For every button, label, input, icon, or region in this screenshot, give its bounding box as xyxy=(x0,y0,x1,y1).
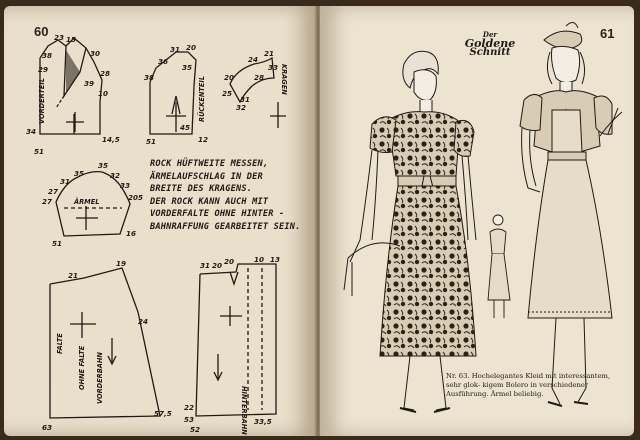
measure-skirtb-9: 33,5 xyxy=(254,417,272,426)
instruction-line: BREITE DES KRAGENS. xyxy=(150,184,253,195)
measure-front-11: 51 xyxy=(34,147,45,156)
measure-skirtf-4: 63 xyxy=(42,423,53,432)
instruction-line: ROCK HÜFTWEITE MESSEN, xyxy=(150,159,269,169)
label-aermel: ÄRMEL xyxy=(74,198,100,206)
measure-sleeve-7: 33 xyxy=(120,181,131,190)
measure-sleeve-2: 27 xyxy=(48,187,59,196)
measure-skirtf-3: 24 xyxy=(138,317,149,326)
instruction-line: BAHNRAFFUNG GEARBEITET SEIN. xyxy=(150,221,301,232)
measure-front-9: 14,5 xyxy=(102,135,120,144)
instruction-line: VORDERFALTE OHNE HINTER - xyxy=(150,209,285,220)
measure-skirtf-2: 19 xyxy=(116,259,127,268)
measure-skirtb-3: 20 xyxy=(224,257,235,266)
measure-front-4: 15 xyxy=(66,35,77,44)
measure-back-2: 38 xyxy=(144,73,155,82)
measure-front-7: 39 xyxy=(84,79,95,88)
measure-front-8: 10 xyxy=(98,89,109,98)
measure-sleeve-4: 35 xyxy=(74,169,85,178)
measure-skirtb-7: 53 xyxy=(184,415,195,424)
measure-sleeve-3: 31 xyxy=(60,177,71,186)
measure-front-3: 23 xyxy=(54,33,65,42)
label-vorderteil: VORDERTEIL xyxy=(38,77,46,124)
label-hinterbahn: HINTERBAHN xyxy=(240,386,248,435)
figure-caption: Nr. 63. Hochelegantes Kleid mit interessantem, sehr glok- kigem Bolero in verschiedener Ausführung. Ärmel beliebig. xyxy=(446,372,611,398)
measure-collar-2: 25 xyxy=(222,89,233,98)
measure-back-7: 51 xyxy=(146,137,157,146)
measure-skirtb-5: 13 xyxy=(270,255,281,264)
measure-collar-7: 32 xyxy=(236,103,247,112)
measure-front-10: 34 xyxy=(26,127,37,136)
measure-sleeve-10: 51 xyxy=(52,239,63,248)
label-rueckenteil: RÜCKENTEIL xyxy=(198,75,206,122)
measure-collar-1: 20 xyxy=(224,73,235,82)
measure-skirtb-1: 31 xyxy=(200,261,211,270)
label-ohne-falte: OHNE FALTE xyxy=(78,345,86,390)
measure-back-1: 36 xyxy=(158,57,169,66)
measure-front-2: 29 xyxy=(38,65,49,74)
measure-back-4: 20 xyxy=(186,43,197,52)
instruction-line: DER ROCK KANN AUCH MIT xyxy=(150,196,269,207)
measure-sleeve-1: 27 xyxy=(42,197,53,206)
measure-collar-3: 24 xyxy=(248,55,259,64)
measure-sleeve-8: 205 xyxy=(128,193,144,202)
measure-sleeve-5: 35 xyxy=(98,161,109,170)
measure-skirtf-5: 57,5 xyxy=(154,409,172,418)
figure-floral-dress xyxy=(344,51,476,412)
measure-collar-4: 21 xyxy=(264,49,275,58)
figure-plain-dress xyxy=(520,22,622,406)
measure-collar-8: 33 xyxy=(268,63,279,72)
instruction-line: ÄRMELAUFSCHLAG IN DER xyxy=(150,171,263,182)
measure-back-5: 35 xyxy=(182,63,193,72)
measure-skirtb-2: 20 xyxy=(212,261,223,270)
measure-skirtb-4: 10 xyxy=(254,255,265,264)
measure-collar-6: 31 xyxy=(240,95,251,104)
measure-front-6: 28 xyxy=(100,69,111,78)
measure-collar-5: 28 xyxy=(254,73,265,82)
label-vorderbahn: VORDERBAHN xyxy=(96,352,104,404)
measure-skirtf-1: 21 xyxy=(68,271,79,280)
label-kragen: KRAGEN xyxy=(280,64,288,95)
right-page-number: 61 xyxy=(600,26,615,41)
measure-back-6: 12 xyxy=(198,135,209,144)
measure-front-1: 38 xyxy=(42,51,53,60)
measure-sleeve-6: 32 xyxy=(110,171,121,180)
brand-logo-line2: Goldene xyxy=(464,37,516,50)
measure-back-3: 31 xyxy=(170,45,181,54)
brand-logo-line1: Der xyxy=(482,30,498,39)
left-page-number: 60 xyxy=(34,24,49,39)
measure-skirtb-8: 52 xyxy=(190,425,201,434)
measure-skirtb-6: 22 xyxy=(184,403,195,412)
brand-logo-line3: Schnitt xyxy=(469,47,511,58)
measure-back-8: 45 xyxy=(180,123,191,132)
label-falte: FALTE xyxy=(56,333,64,354)
measure-sleeve-9: 16 xyxy=(126,229,137,238)
measure-front-5: 30 xyxy=(90,49,101,58)
figure-small-bolero xyxy=(488,215,510,318)
